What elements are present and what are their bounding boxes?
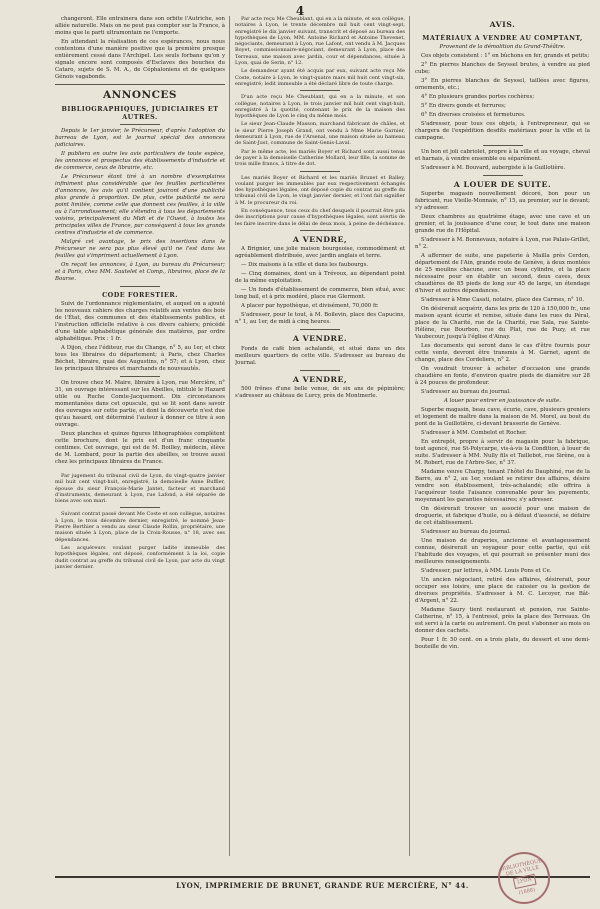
paragraph: Suivant contrat passé devant Me Coste et son collègue, notaires à Lyon, le trois décembre dernier, enregistré, le nommé Jean-Pierre Berthier a vendu au sieur Claude Rollin, propriétaire, une maison située à Lyon, place de la Croix-Rousse, n° 18, avec ses dépendances. [55,511,225,543]
paragraph: A Dijon, chez l'éditeur, rue du Change, n° 5, au 1er, et chez tous les libraires du département; à Paris, chez Charles Béchet, libraire, quai des Augustins, n° 57; et à Lyon, chez les principaux libraires et marchands de nouveautés. [55,345,225,372]
paragraph: S'adresser au bureau du journal. [421,529,511,535]
divider [120,469,160,470]
divider [483,145,523,146]
paragraph: Le demandeur ayant été acquis par eux, suivant acte reçu Me Coste, notaire à Lyon, le vingt-quatre mars mil huit cent vingt-six, enregistré; ledit immeuble a été déclaré libre de toute charge. [235,68,405,87]
divider [120,124,160,125]
paragraph: Pour 1 fr. 50 cent. on a trois plats, du dessert et une demi-bouteille de vin. [415,637,590,650]
page-number: 4 [295,4,305,18]
avis-subtitle: Provenant de la démolition du Grand-Théâtre. [439,43,566,50]
paragraph: Il publiera en outre les avis particuliers de toute espèce, les annonces et prospectus des établissements d'industrie et de commerce, ceux de librairie, etc. [55,151,225,171]
avis-subheading: MATÉRIAUX A VENDRE AU COMPTANT, [422,33,583,42]
paragraph: En conséquence, tous ceux du chef desquels il pourrait être pris des inscriptions pour cause d'hypothèques légales, sont avertis de les faire inscrire dans le délai de deux mois, à peine de déchéance. [235,208,405,227]
left-column [55,16,225,856]
paragraph: Le Précurseur étant tiré à un nombre d'exemplaires infiniment plus considérable que les feuilles particulières d'annonces, les avis qu'il contient jouiront d'une publicité plus grande à proportion. De plus, cette publicité ne sera point limitée, comme celle que donnent ces feuilles, à la ville ou à l'arrondissement; elle s'étendra à tous les départements voisins, principalement du Midi et de l'Ouest, à toutes les principales villes de France, par conséquent à tous les grands centres d'industrie et de commerce. [55,174,225,236]
paragraph: — Cinq domaines, dont un à Trévoux, au dépendant point de la même exploitation. [235,271,405,285]
paragraph: 5° En divers gonds et ferrures; [421,102,506,109]
divider [55,84,225,85]
paragraph: 3° En pierres blanches de Seyssel, taillées avec figures, ornements, etc.; [415,77,590,91]
paragraph: A Brignier, une jolie maison bourgeoise, commodément et agréablement distribuée, avec jardin anglais et terre. [235,246,405,260]
middle-column [235,16,405,856]
divider [300,370,340,371]
paragraph: Deux chambres au quatrième étage, avec une cave et un grenier, et la jouissance d'une cour, le tout dans une maison grande rue de l'Hôpital. [415,214,590,234]
avis-heading: AVIS. [489,20,516,29]
divider [300,329,340,330]
divider [300,171,340,172]
paragraph: En attendant la réalisation de ces espérances, nous nous contentons d'une manière positive que la première presque entièrement cessé dans l'Archipel. Les seuls forbans qu'on y signale encore sont composés d'Esclaves des bouches du Cataro, sujets de S. M. A., de Céphaloniens et de quelques Génois vagabonds. [55,39,225,80]
paragraph: 500 frênes d'une belle venue, de six ans de pépinière; s'adresser au château de Lurcy, près de Montmerle. [235,386,405,400]
paragraph: — Dix maisons à la ville et dans les faubourgs. [241,262,369,269]
paragraph: Les mariés Boyer et Richard et les mariés Brunet et Balley, voulant purger les immeubles par eux respectivement échangés des hypothèques légales, ont déposé copie du contrat au greffe du tribunal civil de Lyon, le vingt janvier dernier, et l'ont fait signifier à M. le procureur du roi. [235,174,405,206]
announcements-heading: ANNONCES [102,89,178,101]
paragraph: A louer pour entrer en jouissance de suite. [444,398,561,404]
column-divider [409,16,410,856]
paragraph: Une maison de draperies, ancienne et avantageusement connue, désirerait un voyageur pour cette partie, qui eût l'habitude des voyages, et qui pourrait se présenter muni des meilleures renseignements. [415,538,590,565]
paragraph: 2° En pierres blanches de Seyssel brutes, à vendre au pied cube; [415,61,590,75]
paragraph: On voudrait trouver à acheter d'occasion une grande chaudière en fonte, d'environ quatre pieds de diamètre sur 28 à 24 pouces de profondeur. [415,366,590,386]
stamp-text: (1888) [518,886,536,896]
vendre-heading: A VENDRE, [292,234,348,244]
paragraph: S'adresser, par lettres, à MM. Louis Pons et Ce. [421,568,552,574]
stamp-text: LYON [513,873,537,888]
paragraph: Madame Saury tient restaurant et pension, rue Sainte-Catherine, n° 15, à l'entresol, près la place des Terreaux. On est servi à la carte ou autrement. On peut s'abonner au mois ou donner des cachets. [415,607,590,634]
paragraph: Superbe magasin, beau cave, écurie, cave, plusieurs greniers et logement de maître dans la maison de M. Morel, au bout du pont de la Guillotière, ci-devant brasserie de Genève. [415,407,590,427]
paragraph: On reçoit les annonces, à Lyon, au bureau du Précurseur; et à Paris, chez MM. Sautelet et Comp., libraires, place de la Bourse. [55,262,225,282]
paragraph: Par acte reçu Me Cheublant, qui en a la minute, et son collègue, notaires à Lyon, le trente décembre mil huit cent vingt-sept, enregistré le dix janvier suivant, transcrit et déposé au bureau des hypothèques de Lyon, MM. Antoine Richard et Antoine Thevenet, négociants, demeurant à Lyon, rue Lafont, ont vendu à M. Jacques Boyet, commissionnaire-négociant, demeurant à Lyon, place des Terreaux, une maison avec jardin, cour et dépendances, située à Lyon, quai de Serin, n° 12. [235,16,405,67]
divider [120,286,160,287]
paragraph: A placer par hypothèque, et divisément, 70,000 fr. [241,303,379,310]
divider [300,90,340,91]
paragraph: En entrepôt, propre à servir de magasin pour la fabrique, tout agencé, rue St-Polycarpe, vis-à-vis la Condition, à louer de suite. S'adresser à MM. Nully fils et Taillebot, rue Sirène, ou à M. Robert, rue de l'Arbre-Sec, n° 37. [415,439,590,466]
paragraph: A affermer de suite, une papeterie à Mailla près Cerdon, département de l'Ain, grande route de Genève, à deux montées de 25 moulins chacune, avec un beau cylindre, et la place nécessaire pour en établir un second, deux caves, deux chaudières de 85 pieds de long sur 45 de large, un étendage d'hiver et autres dépendances. [415,253,590,294]
paragraph: On désirerait acquérir, dans les prix de 120 à 150,000 fr., une maison ayant écurie et remise, située dans les rues du Péral, place de la Charité, rue de la Charité, rue Sala, rue Sainte-Hélène, rue Bourbon, rue du Plat, rue de Puzy, et rue Vaubecour, jusqu'à l'église d'Ainay. [415,306,590,340]
right-column [415,16,590,856]
paragraph: D'un acte reçu Me Cheublant, qui en a la minute, et son collègue, notaires à Lyon, le trois janvier mil huit cent vingt-huit, enregistré à la quotité, contenant le prix de la maison des hypothèques de Lyon le cinq du même mois. [235,94,405,120]
paragraph: S'adresser, pour le tout, à M. Boilevin, place des Capucins, n° 1, au 1er, de midi à cinq heures. [235,312,405,326]
paragraph: S'adresser à M. Bouvard, aubergiste à la Guillotière. [421,164,566,171]
paragraph: On trouve chez M. Maire, libraire à Lyon, rue Mercière, n° 31, un ouvrage intéressant sur les Abeilles, intitulé le Hazard utile ou Ruche Comte-Jacquemont. Dix circonstances momentanées dans cet opuscule, qui se lit sont dans savoir des ouvrages sur cette partie, et dont la découverte n'est due qu'au hasard, ont déterminé l'auteur à donner ce titre à son ouvrage. [55,380,225,428]
divider [300,230,340,231]
paragraph: Ces objets consistent : 1° en bûchons en fer, grands et petits; [421,52,590,59]
paragraph: Superbe magasin nouvellement décoré, bon pour un fabricant, rue Vieille-Monnaie, n° 15, au premier, sur le devant; s'y adresser. [415,191,590,211]
paragraph: Les documents qui seront dans le cas d'être fournis pour cette vente, devront être transmis à M. Garnet, agent de change, place des Cordeliers, n° 2. [415,343,590,363]
paragraph: On désirerait trouver un associé pour une maison de droguerie, et fabrique d'huile, ou à défaut d'associé, se défaire de cet établissement. [415,506,590,526]
paragraph: S'adresser à M. Bonnevaux, notaire à Lyon, rue Palais-Grillet, n° 2. [415,237,590,250]
paragraph: Un ancien négociant, retiré des affaires, désirerait, pour occuper ses loisirs, une place de caissier ou la gestion de diverses propriétés. S'adresser à M. C. Lecoyer, rue Bât-d'Argent, n° 22. [415,577,590,604]
paragraph: Par le même acte, les mariés Boyer et Richard sont aussi tenus de payer à la demoiselle Catherine Mollard, leur fille, la somme de trois mille francs, à titre de dot. [235,148,405,168]
paragraph: Malgré cet avantage, le prix des insertions dans le Précurseur ne sera pas plus élevé qu'il ne l'est dans les feuilles qui s'impriment actuellement à Lyon. [55,239,225,259]
paragraph: Par jugement du tribunal civil de Lyon, du vingt-quatre janvier mil huit cent vingt-huit, enregistré, la demoiselle Anne Buffier, épouse du sieur François-Marie Jantet, facteur et marchand d'instruments, demeurant à Lyon, rue Lafond, a été séparée de biens avec son mari. [55,473,225,505]
library-stamp [493,847,555,909]
paragraph: 4° En plusieurs grandes portes cochères; [421,93,535,100]
paragraph: Les acquéreurs voulant purger ladite immeuble des hypothèques légales, ont déposé, conformément à la loi, copie dudit contrat au greffe du tribunal civil de Lyon, par acte du vingt janvier dernier. [55,544,225,570]
paragraph: Depuis le 1er janvier, le Précurseur, d'après l'adoption du barreau de Lyon, est le journal spécial des annonces judiciaires. [55,128,225,148]
code-heading: CODE FORESTIER. [102,291,178,299]
divider [483,175,523,176]
divider [120,507,160,508]
paragraph: Deux planches et quinze figures lithographiées complètent cette brochure, dont le prix est d'un franc cinquante centimes. Cet ouvrage, qui est de M. Boilley, médecin, élève de M. Lombard, pour la partie des abeilles, se trouve aussi chez les principaux libraires de France. [55,431,225,465]
paragraph: Suivi de l'ordonnance réglementaire, et auquel on a ajouté les nouveaux cahiers des charges relatifs aux ventes des bois de l'État, des communes et des établissements publics, et l'instruction officielle relative à ces divers cahiers; précédé d'une table alphabétique générale des matières, par ordre alphabétique. Prix : 1 fr. [55,301,225,342]
paragraph: Fonds de café bien achalandé, et situé dans un des meilleurs quartiers de cette ville. S'adresser au bureau du Journal. [235,345,405,366]
paragraph: Le sieur Jean-Claude Masson, marchand fabricant de châles, et le sieur Pierre Joseph Grand, ont vendu à Mme Marie Garnier, demeurant à Lyon, rue de l'Arsenal, une maison située au hameau de Saint-Just, commune de Saint-Genis-Laval. [235,121,405,147]
paragraph: Madame veuve Charpy, tenant l'hôtel du Dauphiné, rue de la Barre, au n° 2, au 1er, voulant se retirer des affaires, désire vendre son établissement, très-achalandé; elle offrira à l'acquéreur toute l'aisance convenable pour les payements, moyennant les garanties nécessaires; s'y adresser. [415,469,590,503]
vendre3-heading: A VENDRE, [292,374,348,384]
paragraph: 6° En diverses croisées et fermetures. [421,111,526,118]
paragraph: changeront. Elle entraînera dans son orbite l'Autriche, son alliée naturelle. Mais on ne peut pas compter sur la France, à moins que le parti ultramontain ne l'emporte. [55,16,225,36]
paragraph: Un bon et joli cabriolet, propre à la ville et au voyage, cheval et harnais, à vendre ensemble ou séparément. [415,148,590,162]
paragraph: S'adresser au bureau du journal. [421,389,511,395]
announcements-subheading: BIBLIOGRAPHIQUES, JUDICIAIRES ET AUTRES. [61,105,219,121]
paragraph: S'adresser, pour tous ces objets, à l'entrepreneur, qui se chargera de l'expédition desdits matériaux pour la ville et la campagne. [415,120,590,141]
paragraph: — Un fonds d'établissement de commerce, bien situé, avec long bail, et à prix modéré, place rue Glermont. [235,287,405,301]
paragraph: S'adresser à Mme Casati, notaire, place des Carmes, n° 10. [421,297,585,303]
vendre2-heading: A VENDRE. [292,334,348,344]
imprint-footer: LYON, IMPRIMERIE DE BRUNET, GRANDE RUE MERCIÈRE, N° 44. [55,876,590,890]
divider [120,376,160,377]
paragraph: S'adresser à MM. Combelot et Rocher. [421,430,527,436]
louer-heading: A LOUER DE SUITE. [453,179,552,189]
stamp-text: BIBLIOTHÈQUE DE LA VILLE [500,857,543,878]
column-divider [229,16,230,856]
